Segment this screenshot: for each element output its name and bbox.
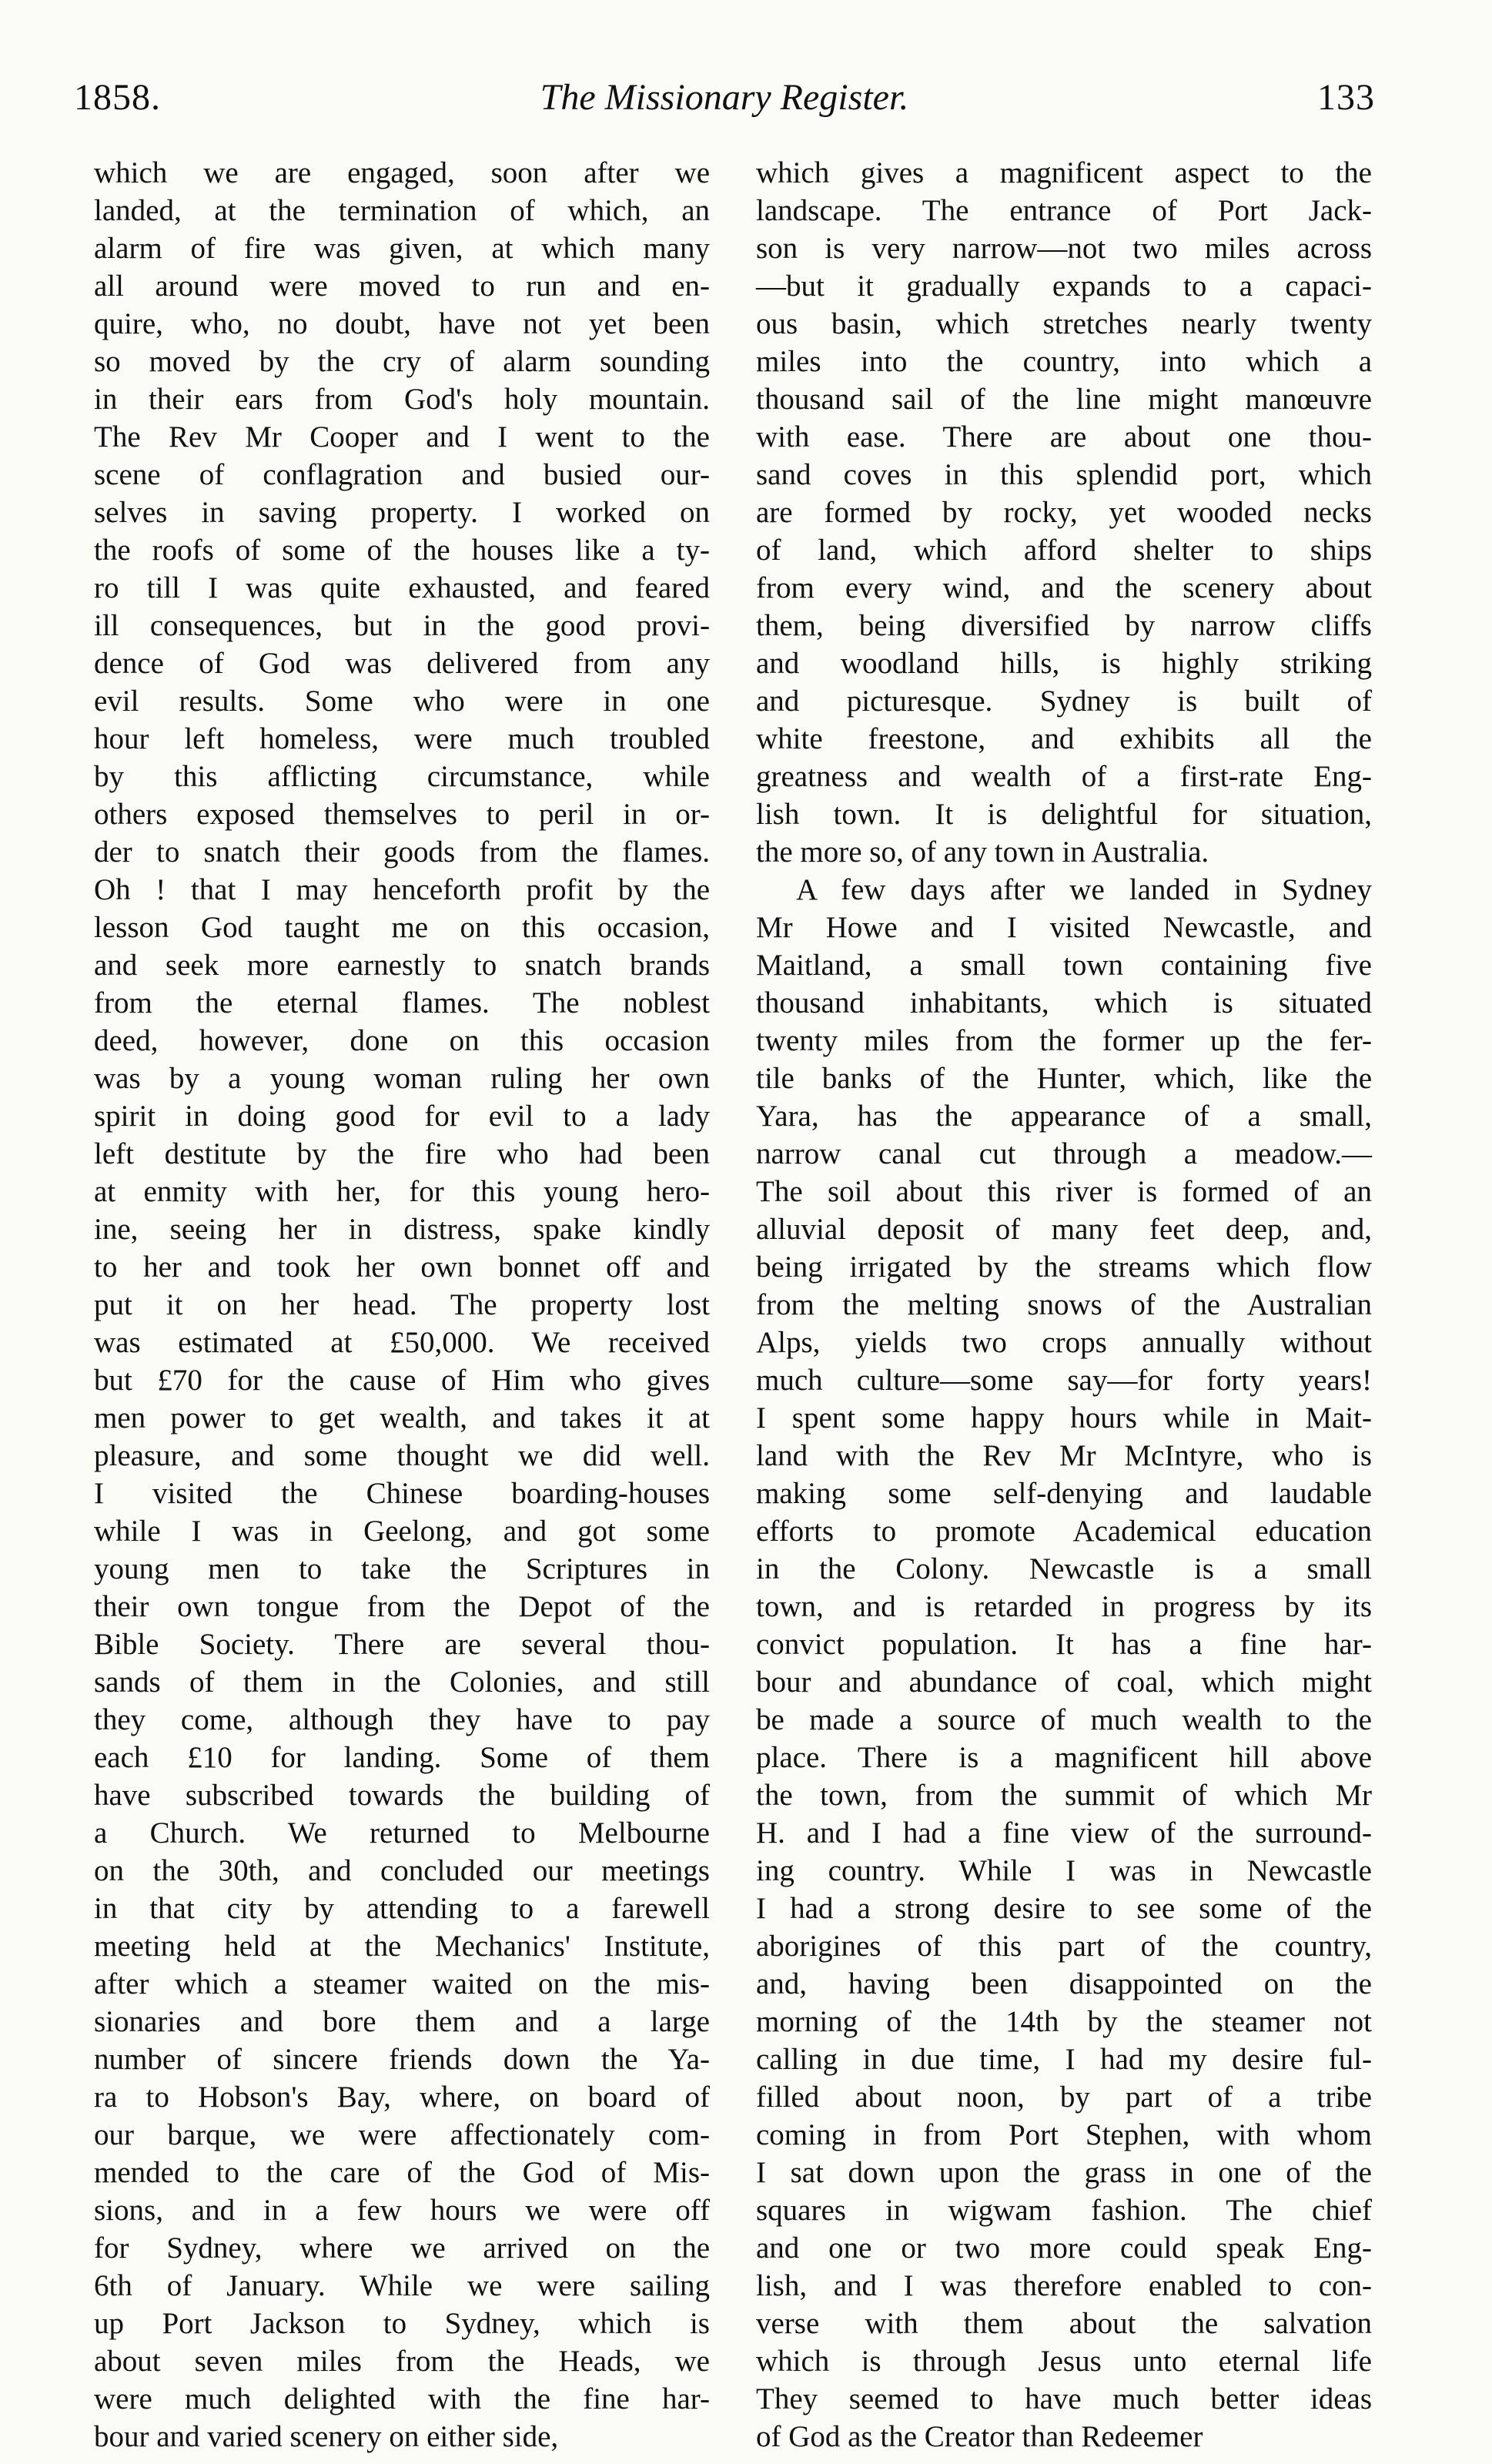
left-column-line: men power to get wealth, and takes it at: [94, 1401, 710, 1435]
right-column-line: tile banks of the Hunter, which, like the: [756, 1062, 1372, 1095]
right-column-line: much culture—some say—for forty years!: [756, 1364, 1372, 1397]
left-column-line: scene of conflagration and busied our-: [94, 458, 710, 491]
left-column-line: they come, although they have to pay: [94, 1703, 710, 1736]
right-column-line: filled about noon, by part of a tribe: [756, 2081, 1372, 2114]
left-column-line: by this afflicting circumstance, while: [94, 760, 710, 793]
right-column-line: the town, from the summit of which Mr: [756, 1779, 1372, 1812]
left-column-line: Bible Society. There are several thou-: [94, 1628, 710, 1661]
left-column-line: ro till I was quite exhausted, and feared: [94, 571, 710, 604]
right-column-line: and woodland hills, is highly striking: [756, 647, 1372, 680]
left-column-line: ra to Hobson's Bay, where, on board of: [94, 2081, 710, 2114]
left-column-line: for Sydney, where we arrived on the: [94, 2231, 710, 2265]
right-column-line: be made a source of much wealth to the: [756, 1703, 1372, 1736]
left-column-line: lesson God taught me on this occasion,: [94, 911, 710, 944]
right-column-line: the more so, of any town in Australia.: [756, 835, 1209, 869]
left-column-line: selves in saving property. I worked on: [94, 496, 710, 529]
left-column-line: which we are engaged, soon after we: [94, 156, 710, 189]
right-column-line: They seemed to have much better ideas: [756, 2382, 1372, 2415]
right-column-line: which is through Jesus unto eternal life: [756, 2345, 1372, 2378]
right-column-line: A few days after we landed in Sydney: [796, 873, 1372, 906]
left-column-line: in their ears from God's holy mountain.: [94, 383, 710, 416]
left-column-line: deed, however, done on this occasion: [94, 1024, 710, 1057]
right-column-line: thousand inhabitants, which is situated: [756, 986, 1372, 1019]
left-column-line: Oh ! that I may henceforth profit by the: [94, 873, 710, 906]
right-column-line: twenty miles from the former up the fer-: [756, 1024, 1372, 1057]
running-header: [74, 71, 1375, 125]
right-column-line: ing country. While I was in Newcastle: [756, 1854, 1372, 1887]
right-column-line: bour and abundance of coal, which might: [756, 1666, 1372, 1699]
page-number: 133: [1317, 77, 1375, 118]
left-column-line: after which a steamer waited on the mis-: [94, 1967, 710, 2000]
header-year: 1858.: [74, 77, 161, 118]
right-column-line: miles into the country, into which a: [756, 345, 1372, 378]
right-column-line: H. and I had a fine view of the surround-: [756, 1816, 1372, 1850]
right-column-line: Mr Howe and I visited Newcastle, and: [756, 911, 1372, 944]
left-column-line: left destitute by the fire who had been: [94, 1137, 710, 1170]
right-column-line: I sat down upon the grass in one of the: [756, 2156, 1372, 2189]
right-column-line: verse with them about the salvation: [756, 2307, 1372, 2340]
right-column-line: alluvial deposit of many feet deep, and,: [756, 1213, 1372, 1246]
left-column-line: sions, and in a few hours we were off: [94, 2194, 710, 2227]
left-column-line: about seven miles from the Heads, we: [94, 2345, 710, 2378]
right-column-line: thousand sail of the line might manœuvre: [756, 383, 1372, 416]
left-column-line: each £10 for landing. Some of them: [94, 1741, 710, 1774]
right-column-line: narrow canal cut through a meadow.—: [756, 1137, 1372, 1170]
left-column-line: was by a young woman ruling her own: [94, 1062, 710, 1095]
right-column-line: being irrigated by the streams which flow: [756, 1250, 1372, 1284]
right-column-line: Maitland, a small town containing five: [756, 949, 1372, 982]
right-column-line: convict population. It has a fine har-: [756, 1628, 1372, 1661]
left-column-line: 6th of January. While we were sailing: [94, 2269, 710, 2302]
left-column-line: der to snatch their goods from the flames.: [94, 835, 710, 869]
left-column-line: in that city by attending to a farewell: [94, 1892, 710, 1925]
right-column-line: lish, and I was therefore enabled to con-: [756, 2269, 1372, 2302]
left-column-line: The Rev Mr Cooper and I went to the: [94, 420, 710, 454]
right-column-line: in the Colony. Newcastle is a small: [756, 1552, 1372, 1585]
right-column-line: from every wind, and the scenery about: [756, 571, 1372, 604]
right-column-line: Alps, yields two crops annually without: [756, 1326, 1372, 1359]
left-column-line: sionaries and bore them and a large: [94, 2005, 710, 2038]
left-column-line: put it on her head. The property lost: [94, 1288, 710, 1321]
left-text-column: [94, 154, 710, 2456]
right-column-line: lish town. It is delightful for situation,: [756, 798, 1372, 831]
left-column-line: up Port Jackson to Sydney, which is: [94, 2307, 710, 2340]
right-text-column: [756, 154, 1372, 2456]
left-column-line: at enmity with her, for this young hero-: [94, 1175, 710, 1208]
left-column-line: spirit in doing good for evil to a lady: [94, 1100, 710, 1133]
left-column-line: our barque, we were affectionately com-: [94, 2118, 710, 2151]
right-column-line: and one or two more could speak Eng-: [756, 2231, 1372, 2265]
left-column-line: but £70 for the cause of Him who gives: [94, 1364, 710, 1397]
right-column-line: them, being diversified by narrow cliffs: [756, 609, 1372, 642]
right-column-line: and, having been disappointed on the: [756, 1967, 1372, 2000]
right-column-line: with ease. There are about one thou-: [756, 420, 1372, 454]
left-column-line: all around were moved to run and en-: [94, 270, 710, 303]
left-column-line: evil results. Some who were in one: [94, 685, 710, 718]
left-column-line: landed, at the termination of which, an: [94, 194, 710, 227]
left-column-line: dence of God was delivered from any: [94, 647, 710, 680]
left-column-line: I visited the Chinese boarding-houses: [94, 1477, 710, 1510]
left-column-line: were much delighted with the fine har-: [94, 2382, 710, 2415]
left-column-line: from the eternal flames. The noblest: [94, 986, 710, 1019]
left-column-line: and seek more earnestly to snatch brands: [94, 949, 710, 982]
left-column-line: a Church. We returned to Melbourne: [94, 1816, 710, 1850]
right-column-line: I had a strong desire to see some of the: [756, 1892, 1372, 1925]
left-column-line: while I was in Geelong, and got some: [94, 1515, 710, 1548]
left-column-line: young men to take the Scriptures in: [94, 1552, 710, 1585]
left-column-line: hour left homeless, were much troubled: [94, 722, 710, 755]
left-column-line: others exposed themselves to peril in or-: [94, 798, 710, 831]
left-column-line: sands of them in the Colonies, and still: [94, 1666, 710, 1699]
left-column-line: number of sincere friends down the Ya-: [94, 2043, 710, 2076]
left-column-line: their own tongue from the Depot of the: [94, 1590, 710, 1623]
right-column-line: The soil about this river is formed of an: [756, 1175, 1372, 1208]
right-column-line: and picturesque. Sydney is built of: [756, 685, 1372, 718]
right-column-line: —but it gradually expands to a capaci-: [756, 270, 1372, 303]
right-column-line: efforts to promote Academical education: [756, 1515, 1372, 1548]
right-column-line: son is very narrow—not two miles across: [756, 232, 1372, 265]
right-column-line: squares in wigwam fashion. The chief: [756, 2194, 1372, 2227]
right-column-line: from the melting snows of the Australian: [756, 1288, 1372, 1321]
right-column-line: making some self-denying and laudable: [756, 1477, 1372, 1510]
left-column-line: quire, who, no doubt, have not yet been: [94, 307, 710, 340]
right-column-line: of land, which afford shelter to ships: [756, 534, 1372, 567]
right-column-line: of God as the Creator than Redeemer: [756, 2420, 1203, 2453]
right-column-line: landscape. The entrance of Port Jack-: [756, 194, 1372, 227]
left-column-line: pleasure, and some thought we did well.: [94, 1439, 710, 1472]
right-column-line: town, and is retarded in progress by its: [756, 1590, 1372, 1623]
right-column-line: greatness and wealth of a first-rate Eng-: [756, 760, 1372, 793]
right-column-line: aborigines of this part of the country,: [756, 1930, 1372, 1963]
left-column-line: to her and took her own bonnet off and: [94, 1250, 710, 1284]
left-column-line: was estimated at £50,000. We received: [94, 1326, 710, 1359]
right-column-line: which gives a magnificent aspect to the: [756, 156, 1372, 189]
left-column-line: meeting held at the Mechanics' Institute,: [94, 1930, 710, 1963]
left-column-line: ine, seeing her in distress, spake kindly: [94, 1213, 710, 1246]
right-column-line: place. There is a magnificent hill above: [756, 1741, 1372, 1774]
right-column-line: I spent some happy hours while in Mait-: [756, 1401, 1372, 1435]
right-column-line: white freestone, and exhibits all the: [756, 722, 1372, 755]
right-column-line: calling in due time, I had my desire ful-: [756, 2043, 1372, 2076]
right-column-line: ous basin, which stretches nearly twenty: [756, 307, 1372, 340]
right-column-line: morning of the 14th by the steamer not: [756, 2005, 1372, 2038]
left-column-line: on the 30th, and concluded our meetings: [94, 1854, 710, 1887]
publication-title: The Missionary Register.: [540, 77, 909, 118]
left-column-line: mended to the care of the God of Mis-: [94, 2156, 710, 2189]
right-column-line: are formed by rocky, yet wooded necks: [756, 496, 1372, 529]
right-column-line: coming in from Port Stephen, with whom: [756, 2118, 1372, 2151]
left-column-line: bour and varied scenery on either side,: [94, 2420, 559, 2453]
right-column-line: sand coves in this splendid port, which: [756, 458, 1372, 491]
right-column-line: land with the Rev Mr McIntyre, who is: [756, 1439, 1372, 1472]
left-column-line: so moved by the cry of alarm sounding: [94, 345, 710, 378]
left-column-line: alarm of fire was given, at which many: [94, 232, 710, 265]
left-column-line: have subscribed towards the building of: [94, 1779, 710, 1812]
left-column-line: the roofs of some of the houses like a ty-: [94, 534, 710, 567]
left-column-line: ill consequences, but in the good provi-: [94, 609, 710, 642]
right-column-line: Yara, has the appearance of a small,: [756, 1100, 1372, 1133]
